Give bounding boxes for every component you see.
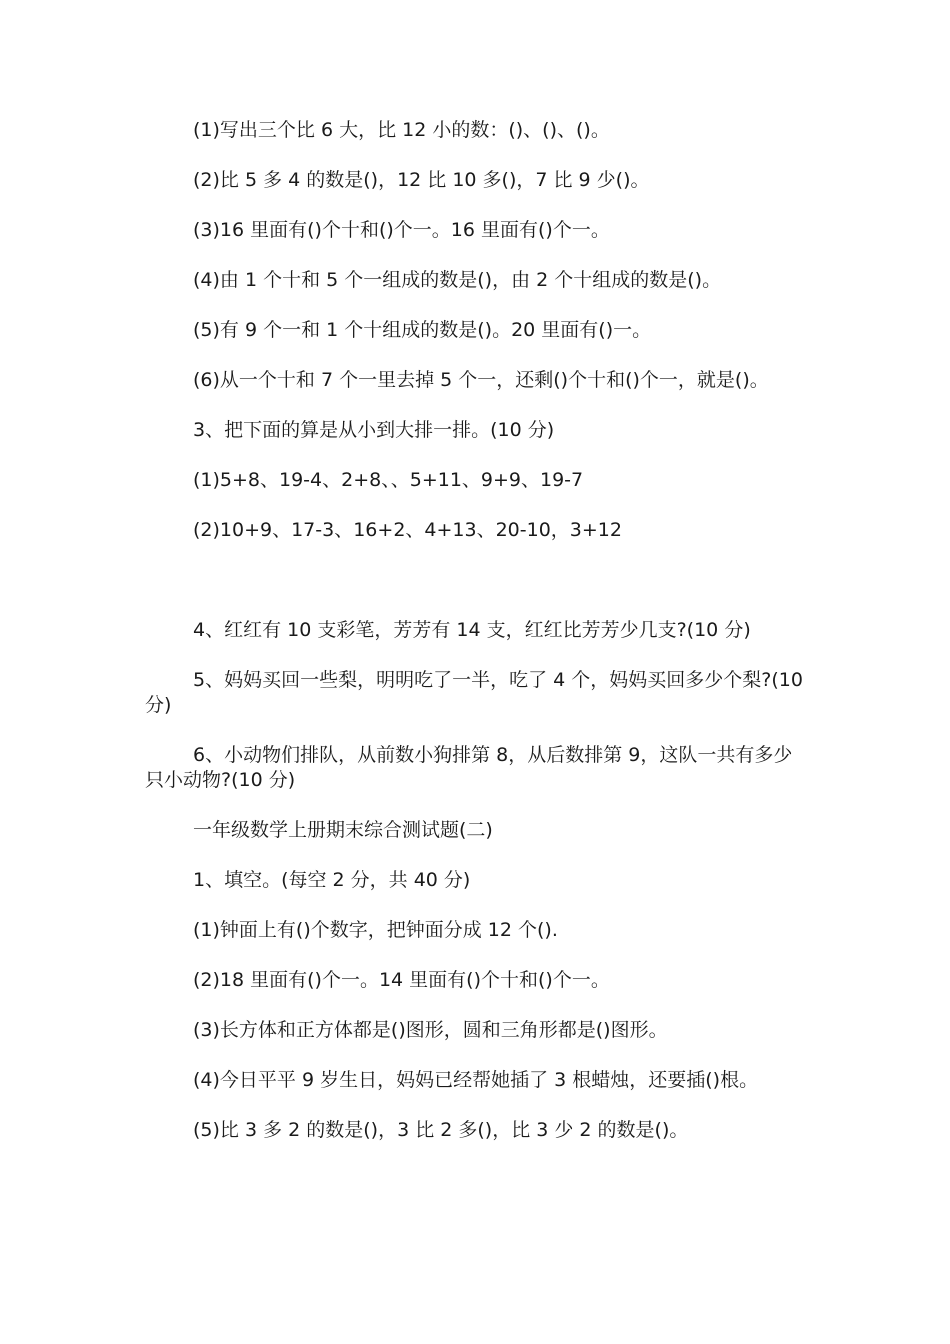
question-5: 5、妈妈买回一些梨，明明吃了一半，吃了 4 个，妈妈买回多少个梨?(10 分) bbox=[145, 669, 803, 716]
test-title-2: 一年级数学上册期末综合测试题(二) bbox=[193, 819, 493, 841]
question-1-1: (1)写出三个比 6 大，比 12 小的数：()、()、()。 bbox=[193, 119, 610, 141]
fill-question-1: (1)钟面上有()个数字，把钟面分成 12 个(). bbox=[193, 919, 558, 941]
section-1-heading: 1、填空。(每空 2 分，共 40 分) bbox=[193, 869, 471, 891]
section-3-heading: 3、把下面的算是从小到大排一排。(10 分) bbox=[193, 419, 555, 441]
fill-question-4: (4)今日平平 9 岁生日，妈妈已经帮她插了 3 根蜡烛，还要插()根。 bbox=[193, 1069, 759, 1091]
question-4: 4、红红有 10 支彩笔，芳芳有 14 支，红红比芳芳少几支?(10 分) bbox=[193, 619, 751, 641]
question-1-3: (3)16 里面有()个十和()个一。16 里面有()个一。 bbox=[193, 219, 610, 241]
question-3-2: (2)10+9、17-3、16+2、4+13、20-10，3+12 bbox=[193, 519, 622, 541]
document-page bbox=[145, 118, 810, 1143]
question-6: 6、小动物们排队，从前数小狗排第 8，从后数排第 9，这队一共有多少只小动物?(10 分) bbox=[145, 744, 793, 791]
fill-question-3: (3)长方体和正方体都是()图形，圆和三角形都是()图形。 bbox=[193, 1019, 668, 1041]
question-1-5: (5)有 9 个一和 1 个十组成的数是()。20 里面有()一。 bbox=[193, 319, 652, 341]
question-1-2: (2)比 5 多 4 的数是()，12 比 10 多()，7 比 9 少()。 bbox=[193, 169, 650, 191]
question-1-4: (4)由 1 个十和 5 个一组成的数是()，由 2 个十组成的数是()。 bbox=[193, 269, 722, 291]
fill-question-2: (2)18 里面有()个一。14 里面有()个十和()个一。 bbox=[193, 969, 610, 991]
fill-question-5: (5)比 3 多 2 的数是()，3 比 2 多()，比 3 少 2 的数是()。 bbox=[193, 1119, 689, 1141]
question-3-1: (1)5+8、19-4、2+8、、5+11、9+9、19-7 bbox=[193, 469, 584, 491]
question-1-6: (6)从一个十和 7 个一里去掉 5 个一，还剩()个十和()个一，就是()。 bbox=[193, 369, 769, 391]
